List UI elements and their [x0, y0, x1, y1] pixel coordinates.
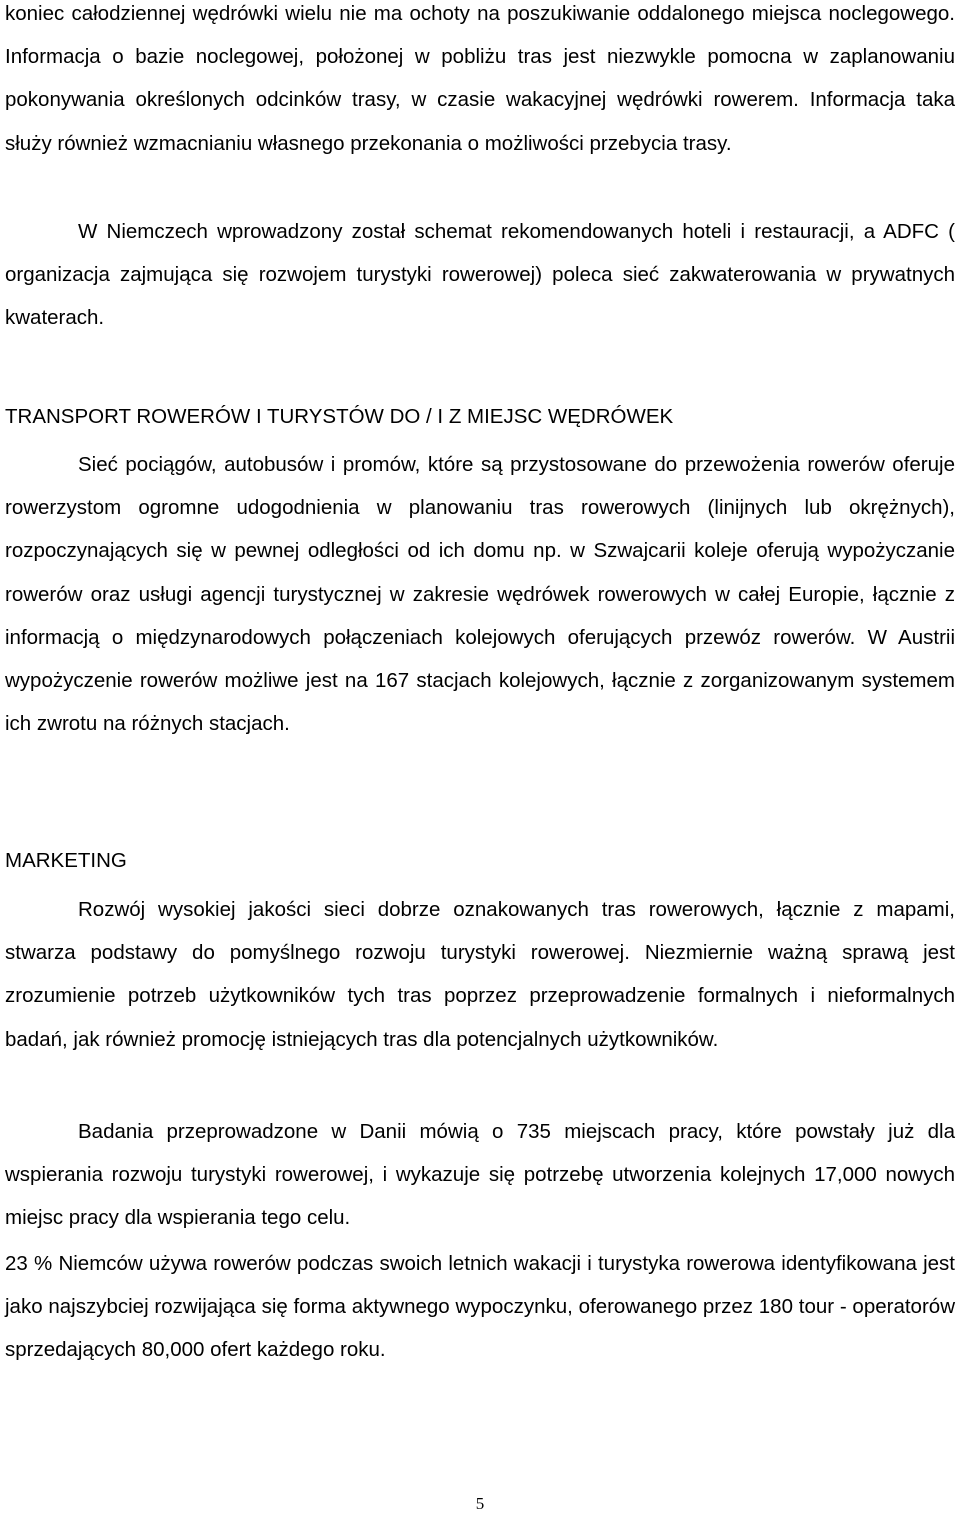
marketing-paragraph-2: Badania przeprowadzone w Danii mówią o 735 miejscach pracy, które powstały już dla wspierania rozwoju turystyki rowerowej, i wykazuje się potrzebę utworzenia kolejnych 17,000 nowych miejsc pracy dla wspierania tego celu. [5, 1120, 955, 1230]
marketing-section-heading: MARKETING [5, 849, 127, 872]
marketing-paragraph-1: Rozwój wysokiej jakości sieci dobrze oznakowanych tras rowerowych, łącznie z mapami, stwarza podstawy do pomyślnego rozwoju turystyki rowerowej. Niezmiernie ważną sprawą jest zrozumienie potrzeb użytkowników tych tras poprzez przeprowadzenie formalnych i nieformalnych badań, jak również promocję istniejących tras dla potencjalnych użytkowników. [5, 898, 955, 1051]
intro-paragraph-1: koniec całodziennej wędrówki wielu nie ma ochoty na poszukiwanie oddalonego miejsca noclegowego. Informacja o bazie noclegowej, położonej w pobliżu tras jest niezwykle pomocna w zaplanowaniu pokonywania określonych odcinków trasy, w czasie wakacyjnej wędrówki rowerem. Informacja taka służy również wzmacnianiu własnego przekonania o możliwości przebycia trasy. [5, 2, 955, 155]
intro-paragraph-2: W Niemczech wprowadzony został schemat rekomendowanych hoteli i restauracji, a ADFC ( organizacja zajmująca się rozwojem turystyki rowerowej) poleca sieć zakwaterowania w prywatnych kwaterach. [5, 220, 955, 330]
marketing-paragraph-3: 23 % Niemców używa rowerów podczas swoich letnich wakacji i turystyka rowerowa identyfikowana jest jako najszybciej rozwijająca się forma aktywnego wypoczynku, oferowanego przez 180 tour - operatorów sprzedających 80,000 ofert każdego roku. [5, 1252, 955, 1362]
transport-paragraph-1: Sieć pociągów, autobusów i promów, które są przystosowane do przewożenia rowerów oferuje rowerzystom ogromne udogodnienia w planowaniu tras rowerowych (linijnych lub okrężnych), rozpoczynających się w pewnej odległości od ich domu np. w Szwajcarii koleje oferują wypożyczanie rowerów oraz usługi agencji turystycznej w zakresie wędrówek rowerowych w całej Europie, łącznie z informacją o międzynarodowych połączeniach kolejowych oferujących przewóz rowerów. W Austrii wypożyczenie rowerów możliwe jest na 167 stacjach kolejowych, łącznie z zorganizowanym systemem ich zwrotu na różnych stacjach. [5, 453, 955, 736]
page-number: 5 [475, 1494, 485, 1513]
transport-section-heading: TRANSPORT ROWERÓW I TURYSTÓW DO / I Z MIEJSC WĘDRÓWEK [5, 405, 674, 428]
